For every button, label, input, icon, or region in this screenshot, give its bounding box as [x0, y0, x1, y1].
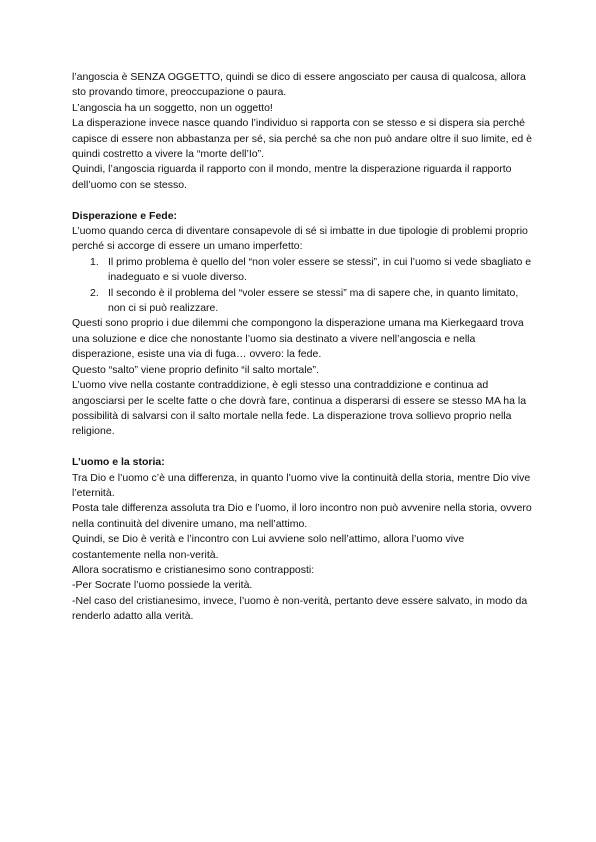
paragraph: Allora socratismo e cristianesimo sono contrapposti: — [72, 563, 315, 576]
blank-line — [72, 193, 532, 208]
paragraph: La disperazione invece nasce quando l’individuo si rapporta con se stesso e si dispera sia perché capisce di essere non abbastanza per sé, sia perché sa che non può andare oltre il suo limite, ed è quindi costretto a vivere la “morte dell’Io”. — [72, 117, 532, 161]
list-number: 2. — [90, 286, 99, 299]
paragraph: Posta tale differenza assoluta tra Dio e l’uomo, il loro incontro non può avvenire nella storia, ovvero nella continuità del divenire umano, ma nell’attimo. — [72, 502, 532, 530]
paragraph: L’angoscia ha un soggetto, non un oggetto! — [72, 101, 273, 114]
paragraph: Questi sono proprio i due dilemmi che compongono la disperazione umana ma Kierkegaard trova una soluzione e dice che nonostante l’uomo sia destinato a vivere nell’angoscia e nella disperazione, esiste una via di fuga… ovvero: la fede. — [72, 317, 524, 361]
paragraph: Tra Dio e l’uomo c’è una differenza, in quanto l’uomo vive la continuità della storia, mentre Dio vive l’eternità. — [72, 471, 531, 499]
paragraph: l’angoscia è SENZA OGGETTO, quindi se dico di essere angosciato per causa di qualcosa, allora sto provando timore, preoccupazione o paura. — [72, 71, 526, 99]
list-item-text: Il primo problema è quello del “non voler essere se stessi”, in cui l’uomo si vede sbagliato e inadeguato e si vuole diverso. — [108, 255, 532, 284]
list-item — [72, 255, 532, 286]
paragraph: -Nel caso del cristianesimo, invece, l’uomo è non-verità, pertanto deve essere salvato, in modo da renderlo adatto alla verità. — [72, 594, 528, 623]
list-number: 1. — [90, 255, 99, 268]
section-heading: L’uomo e la storia: — [72, 456, 165, 469]
paragraph: -Per Socrate l’uomo possiede la verità. — [72, 579, 253, 592]
paragraph: L’uomo quando cerca di diventare consapevole di sé si imbatte in due tipologie di problemi proprio perché si accorge di essere un umano imperfetto: — [72, 225, 528, 253]
document-page — [72, 70, 532, 625]
paragraph: Questo “salto” viene proprio definito “il salto mortale”. — [72, 363, 319, 376]
numbered-list — [72, 255, 532, 317]
paragraph: Quindi, l’angoscia riguarda il rapporto con il mondo, mentre la disperazione riguarda il rapporto dell’uomo con se stesso. — [72, 163, 512, 191]
paragraph: Quindi, se Dio è verità e l’incontro con Lui avviene solo nell’attimo, allora l’uomo vive costantemente nella non-verità. — [72, 533, 465, 561]
blank-line — [72, 440, 532, 455]
section-heading: Disperazione e Fede: — [72, 209, 178, 222]
list-item — [72, 286, 532, 317]
paragraph: L’uomo vive nella costante contraddizione, è egli stesso una contraddizione e continua ad angosciarsi per le scelte fatte o che dovrà fare, continua a disperarsi di essere se stesso MA ha la possibilità di salvarsi con il salto mortale nella fede. La disperazione trova sollievo proprio nella religione. — [72, 379, 527, 438]
list-item-text: Il secondo è il problema del “voler essere se stessi” ma di sapere che, in quanto limitato, non ci si può realizzare. — [108, 286, 519, 315]
